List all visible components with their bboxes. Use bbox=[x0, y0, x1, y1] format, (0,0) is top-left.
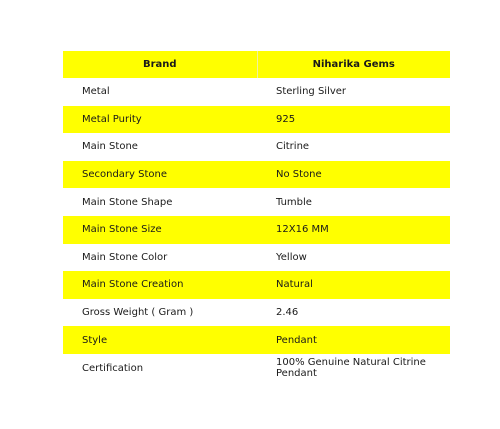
table-row bbox=[63, 271, 450, 299]
row-value: 925 bbox=[257, 106, 450, 134]
table-row bbox=[63, 133, 450, 161]
product-spec-table bbox=[63, 51, 450, 383]
header-row bbox=[63, 51, 450, 78]
row-value: 12X16 MM bbox=[257, 216, 450, 244]
row-key: Metal Purity bbox=[63, 106, 257, 134]
row-value: Natural bbox=[257, 271, 450, 299]
table-row bbox=[63, 326, 450, 354]
table-row bbox=[63, 216, 450, 244]
row-value: Yellow bbox=[257, 244, 450, 272]
row-value: Pendant bbox=[257, 326, 450, 354]
header-brand-value: Niharika Gems bbox=[257, 51, 450, 78]
row-key: Certification bbox=[63, 354, 257, 383]
spec-table-header bbox=[63, 51, 450, 78]
row-value: Tumble bbox=[257, 188, 450, 216]
table-row bbox=[63, 188, 450, 216]
table-row bbox=[63, 161, 450, 189]
table-row bbox=[63, 106, 450, 134]
row-value: Sterling Silver bbox=[257, 78, 450, 106]
row-value: Citrine bbox=[257, 133, 450, 161]
row-key: Main Stone Size bbox=[63, 216, 257, 244]
row-key: Main Stone Color bbox=[63, 244, 257, 272]
table-row bbox=[63, 299, 450, 327]
row-value: 100% Genuine Natural Citrine Pendant bbox=[257, 354, 450, 383]
row-key: Main Stone Shape bbox=[63, 188, 257, 216]
row-key: Main Stone Creation bbox=[63, 271, 257, 299]
header-brand-label: Brand bbox=[63, 51, 257, 78]
row-key: Main Stone bbox=[63, 133, 257, 161]
row-key: Secondary Stone bbox=[63, 161, 257, 189]
row-key: Gross Weight ( Gram ) bbox=[63, 299, 257, 327]
row-key: Metal bbox=[63, 78, 257, 106]
row-value: 2.46 bbox=[257, 299, 450, 327]
row-key: Style bbox=[63, 326, 257, 354]
table-row bbox=[63, 78, 450, 106]
table-row bbox=[63, 244, 450, 272]
spec-table-body bbox=[63, 78, 450, 383]
row-value: No Stone bbox=[257, 161, 450, 189]
table-row bbox=[63, 354, 450, 383]
